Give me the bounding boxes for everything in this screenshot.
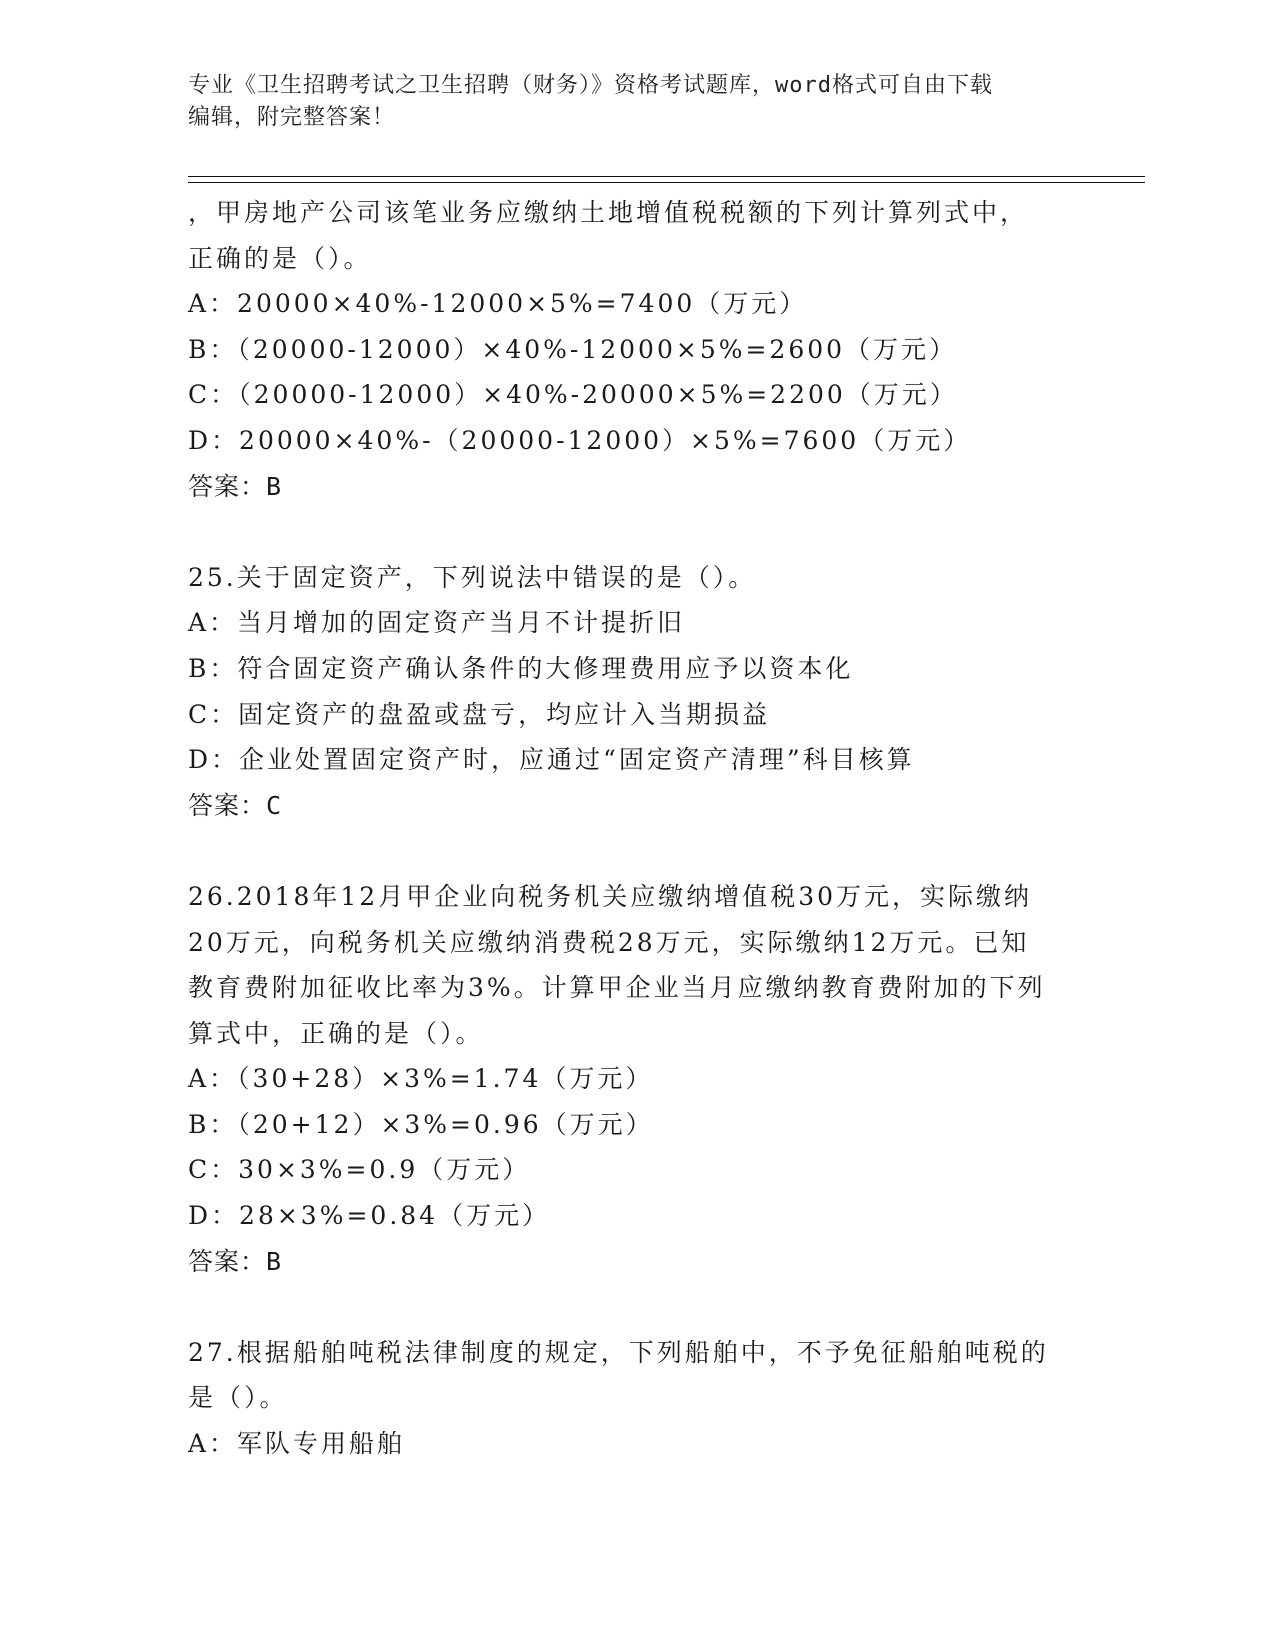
option-a: A：当月增加的固定资产当月不计提折旧 bbox=[188, 608, 686, 638]
option-a: A：20000×40%-12000×5%=7400（万元） bbox=[188, 289, 808, 319]
answer: 答案：B bbox=[188, 1246, 283, 1276]
spacer bbox=[188, 828, 1188, 874]
question-24 bbox=[188, 190, 1188, 509]
header-divider-bottom bbox=[188, 182, 1145, 183]
answer: 答案：B bbox=[188, 471, 283, 501]
option-b: B：符合固定资产确认条件的大修理费用应予以资本化 bbox=[188, 653, 854, 683]
option-b: B：（20+12）×3%=0.96（万元） bbox=[188, 1109, 654, 1139]
option-c: C：30×3%=0.9（万元） bbox=[188, 1155, 531, 1185]
option-a: A：（30+28）×3%=1.74（万元） bbox=[188, 1064, 654, 1094]
option-d: D：28×3%=0.84（万元） bbox=[188, 1201, 551, 1231]
question-stem-line: 算式中，正确的是（）。 bbox=[188, 1018, 484, 1048]
header-line-1: 专业《卫生招聘考试之卫生招聘（财务）》资格考试题库，word格式可自由下载 bbox=[188, 73, 993, 98]
header-divider-top bbox=[188, 176, 1145, 177]
option-d: D：20000×40%-（20000-12000）×5%=7600（万元） bbox=[188, 425, 972, 455]
question-stem-line: 27.根据船舶吨税法律制度的规定，下列船舶中，不予免征船舶吨税的 bbox=[188, 1337, 1049, 1367]
option-d: D：企业处置固定资产时，应通过“固定资产清理”科目核算 bbox=[188, 745, 915, 775]
question-25 bbox=[188, 555, 1188, 829]
question-27 bbox=[188, 1330, 1188, 1467]
header-line-2: 编辑，附完整答案！ bbox=[188, 105, 396, 130]
option-a: A：军队专用船舶 bbox=[188, 1429, 406, 1459]
option-b: B：（20000-12000）×40%-12000×5%=2600（万元） bbox=[188, 334, 958, 364]
question-stem-line: 26.2018年12月甲企业向税务机关应缴纳增值税30万元，实际缴纳 bbox=[188, 881, 1033, 911]
question-stem-line: 25.关于固定资产，下列说法中错误的是（）。 bbox=[188, 562, 757, 592]
document-header bbox=[188, 70, 1088, 134]
answer: 答案：C bbox=[188, 790, 283, 820]
question-26 bbox=[188, 874, 1188, 1284]
spacer bbox=[188, 509, 1188, 555]
question-stem-line: 教育费附加征收比率为3%。计算甲企业当月应缴纳教育费附加的下列 bbox=[188, 973, 1046, 1003]
question-stem-line: 20万元，向税务机关应缴纳消费税28万元，实际缴纳12万元。已知 bbox=[188, 927, 1030, 957]
option-c: C：（20000-12000）×40%-20000×5%=2200（万元） bbox=[188, 380, 958, 410]
spacer bbox=[188, 1284, 1188, 1330]
option-c: C：固定资产的盘盈或盘亏，均应计入当期损益 bbox=[188, 699, 771, 729]
question-stem-line: 正确的是（）。 bbox=[188, 243, 372, 273]
question-stem-line: ，甲房地产公司该笔业务应缴纳土地增值税税额的下列计算列式中， bbox=[188, 198, 1029, 227]
question-list bbox=[188, 190, 1188, 1467]
question-stem-line: 是（）。 bbox=[188, 1383, 288, 1413]
